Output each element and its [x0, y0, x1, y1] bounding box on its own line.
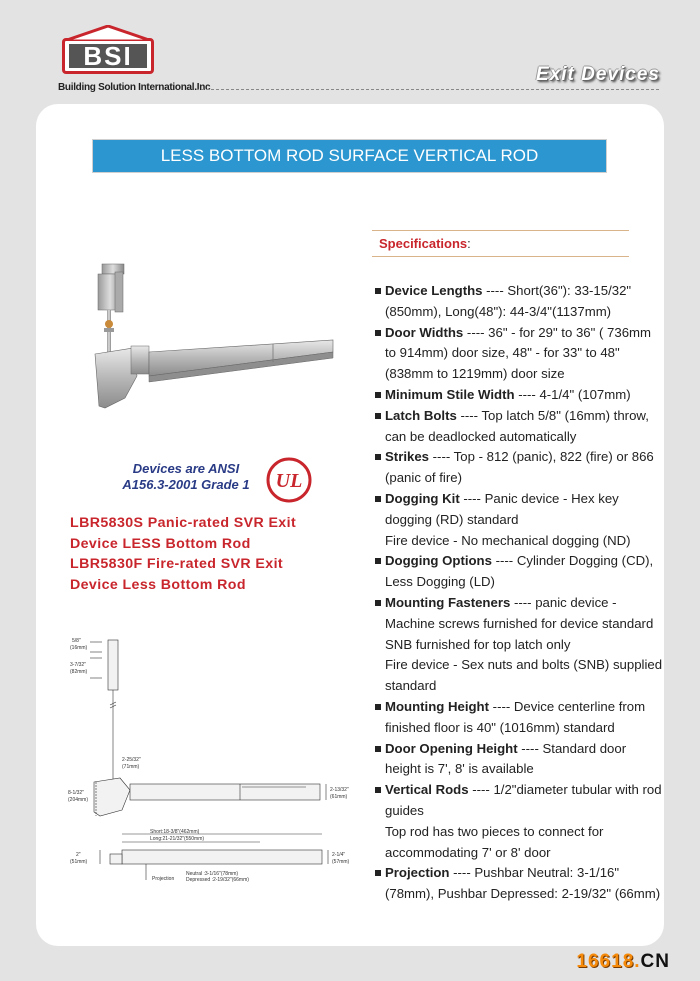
dim-label-6: 2" [76, 852, 81, 858]
spec-rule-top [372, 230, 629, 231]
model-line-2: Device LESS Bottom Rod [70, 535, 251, 552]
spec-item [375, 323, 665, 385]
spec-item [375, 406, 665, 448]
header-divider [196, 89, 659, 90]
spec-text: ---- Pushbar Neutral: 3-1/16" (78mm), Pushbar Depressed: 2-19/32" (66mm) [385, 865, 661, 902]
spec-label: Mounting Fasteners [385, 594, 511, 610]
spec-text: ---- panic device - Machine screws furnished for device standard SNB furnished for top latch only [385, 594, 654, 652]
specifications-heading [379, 236, 471, 251]
dim-label-3-mm: (71mm) [122, 764, 140, 770]
spec-item [375, 447, 665, 489]
spec-extra: Fire device - Sex nuts and bolts (SNB) supplied standard [385, 657, 663, 694]
model-line-1: LBR5830S Panic-rated SVR Exit [70, 515, 297, 531]
dim-label-2: 3-7/32" [70, 662, 86, 668]
spec-item [375, 385, 665, 406]
bullet-icon [375, 392, 381, 398]
footer-brand-cn: CN [640, 951, 670, 972]
spec-extra: Fire device - No mechanical dogging (ND) [385, 532, 631, 548]
exit-device-image [93, 258, 343, 438]
spec-label: Vertical Rods [385, 782, 469, 798]
spec-text: ---- 4-1/4" (107mm) [514, 386, 631, 402]
page-title: LESS BOTTOM ROD SURFACE VERTICAL ROD [92, 139, 607, 173]
model-line-3: LBR5830F Fire-rated SVR Exit [70, 556, 284, 572]
dim-label-5-mm: (61mm) [330, 794, 348, 800]
bullet-icon [375, 454, 381, 460]
bullet-icon [375, 787, 381, 793]
spec-text: ---- 36" - for 29" to 36" ( 736mm to 914mm) door size, 48" - for 33" to 48" (838mm to 1219mm) door size [385, 324, 652, 382]
dim-label-neutral: Neutral :3-1/16"(78mm) [186, 871, 239, 877]
spec-label: Device Lengths [385, 283, 483, 298]
spec-text: ---- Top - 812 (panic), 822 (fire) or 866 (panic of fire) [385, 449, 654, 486]
spec-label: Mounting Height [385, 698, 490, 714]
footer-watermark [576, 951, 670, 973]
ul-text: UL [275, 470, 303, 492]
spec-label: Latch Bolts [385, 407, 457, 423]
specifications-heading-text: Specifications [379, 236, 468, 251]
bullet-icon [375, 558, 381, 564]
specifications-list [375, 281, 665, 905]
spec-text: ---- Standard door height is 7', 8' is available [385, 740, 627, 777]
bsi-logo [62, 38, 154, 74]
dim-label-long: Long:21-21/32"(550mm) [150, 836, 205, 842]
dim-label-7-mm: (57mm) [332, 859, 350, 865]
spec-text: ---- Top latch 5/8" (16mm) throw, can be deadlocked automatically [385, 407, 649, 444]
bullet-icon [375, 496, 381, 502]
spec-item [375, 281, 665, 323]
ansi-line-1: Devices are ANSI [132, 461, 240, 476]
spec-text: ---- Short(36"): 33-15/32" (850mm), Long(48"): 44-3/4"(1137mm) [385, 283, 632, 319]
spec-item [375, 739, 665, 781]
spec-label: Door Widths [385, 324, 464, 340]
dim-label-7: 2-1/4" [332, 852, 346, 858]
spec-item [375, 551, 665, 593]
spec-item [375, 863, 665, 905]
spec-label: Door Opening Height [385, 740, 518, 756]
spec-label: Projection [385, 865, 450, 881]
dim-label-3: 2-25/32" [122, 757, 141, 763]
spec-text: ---- Device centerline from finished floor is 40" (1016mm) standard [385, 698, 646, 735]
dim-label-projection: Projection [152, 876, 175, 882]
spec-text: ---- Panic device - Hex key dogging (RD) standard [385, 490, 619, 527]
dim-label-depressed: Depressed :2-19/32"(66mm) [186, 877, 249, 883]
spec-rule-bottom [372, 256, 629, 257]
model-descriptions [70, 513, 360, 595]
spec-text: ---- 1/2"diameter tubular with rod guides [385, 782, 662, 818]
bullet-icon [375, 704, 381, 710]
bullet-icon [375, 600, 381, 606]
spec-item [375, 697, 665, 739]
dim-label-4-mm: (204mm) [68, 797, 89, 803]
ul-listed-icon [265, 456, 313, 504]
spec-text: ---- Cylinder Dogging (CD), Less Dogging (LD) [385, 553, 654, 590]
bullet-icon [375, 746, 381, 752]
spec-item [375, 593, 665, 697]
dimension-drawing [60, 630, 360, 890]
dim-label-4: 8-1/32" [68, 790, 84, 796]
logo-roof-icon [62, 25, 154, 41]
dim-label-short: Short:18-3/8"(462mm) [150, 829, 200, 835]
bullet-icon [375, 330, 381, 336]
company-name: Building Solution International.Inc [58, 82, 211, 93]
spec-item [375, 780, 665, 863]
bullet-icon [375, 288, 381, 294]
dim-label-2-mm: (82mm) [70, 669, 88, 675]
spec-extra: Top rod has two pieces to connect for accommodating 7' or 8' door [385, 823, 604, 860]
spec-label: Strikes [385, 449, 429, 465]
dim-label-6-mm: (51mm) [70, 859, 88, 865]
ansi-line-2: A156.3-2001 Grade 1 [122, 477, 250, 492]
bullet-icon [375, 870, 381, 876]
spec-label: Dogging Options [385, 553, 492, 569]
bullet-icon [375, 413, 381, 419]
specifications-colon: : [467, 236, 471, 251]
logo-text: BSI [69, 44, 147, 68]
dim-label-1: 5/8" [72, 638, 81, 644]
model-line-4: Device Less Bottom Rod [70, 576, 246, 593]
section-label: Exit Devices [536, 64, 660, 85]
spec-label: Dogging Kit [385, 490, 460, 506]
footer-brand-dot: . [634, 951, 641, 972]
spec-label: Minimum Stile Width [385, 386, 515, 402]
spec-item [375, 489, 665, 551]
footer-brand-number: 16618 [576, 951, 635, 972]
dim-label-5: 2-13/32" [330, 787, 349, 793]
dim-label-1-mm: (16mm) [70, 645, 88, 651]
ansi-certification [106, 461, 266, 493]
